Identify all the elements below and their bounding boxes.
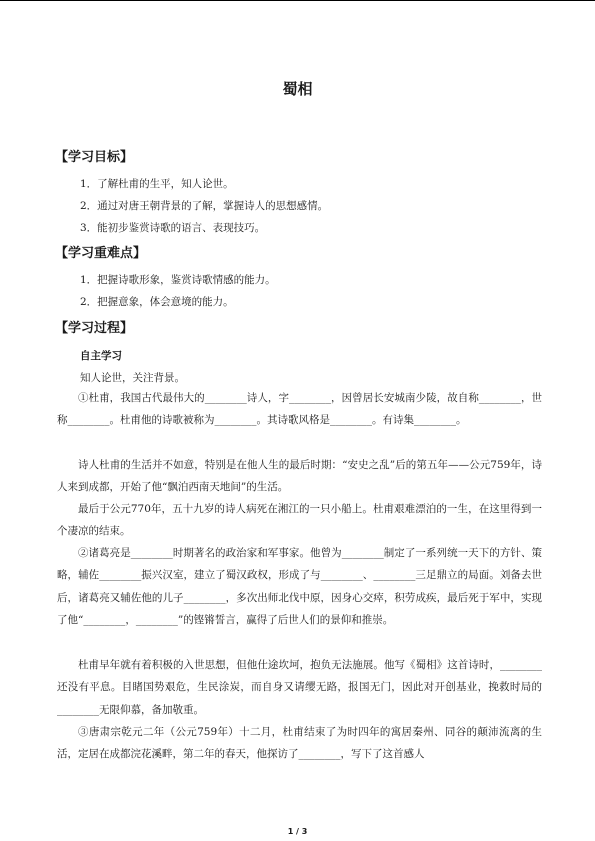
page-title: 蜀相 <box>282 80 313 98</box>
paragraph-du-fu-intro: ①杜甫，我国古代最伟大的________诗人，字________，因曾居长安城南少陵，故自称________，世称________。杜甫他的诗歌被称为________。其诗歌风格是________。有诗集________。 <box>57 392 542 427</box>
self-study-heading: 自主学习 <box>80 350 122 362</box>
section-heading-keypoints: 【学习重难点】 <box>55 246 147 261</box>
section-heading-process: 【学习过程】 <box>55 321 134 336</box>
section-heading-goals: 【学习目标】 <box>55 150 134 165</box>
keypoint-item: 2．把握意象，体会意境的能力。 <box>80 296 234 308</box>
keypoint-item: 1．把握诗歌形象，鉴赏诗歌情感的能力。 <box>80 274 276 286</box>
goal-item: 3．能初步鉴赏诗歌的语言、表现技巧。 <box>80 222 266 234</box>
goal-item: 1．了解杜甫的生平，知人论世。 <box>80 178 234 190</box>
paragraph-zhuge-liang: ②诸葛亮是________时期著名的政治家和军事家。他曾为________制定了一系列统一天下的方针、策略，辅佐________振兴汉室，建立了蜀汉政权，形成了与________、________三足鼎立的局面。刘备去世后，诸葛亮又辅佐他的儿子________，多次出师北伐中原，因身心交瘁，积劳成疾，最后死于军中，实现了他“________，________”的铿锵誓言，赢得了后世人们的景仰和推崇。 <box>57 547 542 626</box>
page-number: 1 / 3 <box>287 827 308 836</box>
self-study-intro: 知人论世，关注背景。 <box>80 372 185 384</box>
paragraph-du-fu-life: 诗人杜甫的生活并不如意，特别是在他人生的最后时期：“安史之乱”后的第五年——公元759年，诗人来到成都，开始了他“飘泊西南天地间”的生活。 <box>57 459 542 494</box>
paragraph-writing-context: 杜甫早年就有着积极的入世思想，但他仕途坎坷，抱负无法施展。他写《蜀相》这首诗时，________还没有平息。目睹国势艰危，生民涂炭，而自身又请缨无路，报国无门，因此对开创基业，挽救时局的________无限仰慕，备加敬重。 <box>57 659 542 716</box>
paragraph-du-fu-death: 最后于公元770年，五十九岁的诗人病死在湘江的一只小船上。杜甫艰难漂泊的一生，在这里得到一个凄凉的结束。 <box>57 503 542 538</box>
top-rule <box>0 0 595 1</box>
goal-item: 2．通过对唐王朝背景的了解，掌握诗人的思想感情。 <box>80 200 329 212</box>
paragraph-background: ③唐肃宗乾元二年（公元759年）十二月，杜甫结束了为时四年的寓居秦州、同谷的颠沛流离的生活，定居在成都浣花溪畔，第二年的春天，他探访了________，写下了这首感人 <box>57 726 542 761</box>
